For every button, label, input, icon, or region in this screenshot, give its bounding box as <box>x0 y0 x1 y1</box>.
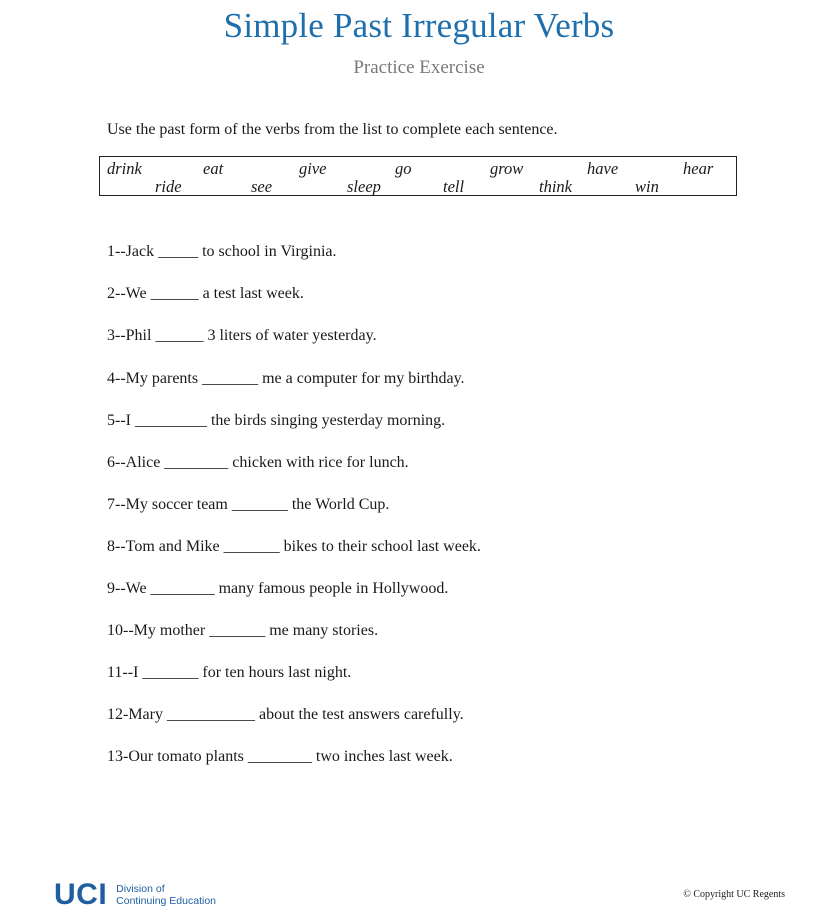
sentence-item: 5--I _________ the birds singing yesterday morning. <box>107 412 446 429</box>
instructions: Use the past form of the verbs from the list to complete each sentence. <box>107 121 558 138</box>
sentence-item: 13-Our tomato plants ________ two inches last week. <box>107 748 453 765</box>
sentence-item: 11--I _______ for ten hours last night. <box>107 664 352 681</box>
sentence-item: 7--My soccer team _______ the World Cup. <box>107 496 390 513</box>
verb-list-box <box>99 156 737 196</box>
verb-word: hear <box>683 159 714 178</box>
uci-logo <box>54 880 216 910</box>
verb-word: sleep <box>347 177 381 196</box>
page-subtitle: Practice Exercise <box>353 57 485 78</box>
division-label <box>116 883 216 907</box>
sentence-item: 2--We ______ a test last week. <box>107 285 304 302</box>
uci-logo-mark: UCI <box>54 878 108 911</box>
sentence-item: 8--Tom and Mike _______ bikes to their school last week. <box>107 538 481 555</box>
verb-word: have <box>587 159 619 178</box>
division-line-2: Continuing Education <box>116 895 216 907</box>
sentence-item: 9--We ________ many famous people in Hollywood. <box>107 580 449 597</box>
verb-word: win <box>635 177 659 196</box>
copyright-notice: © Copyright UC Regents <box>683 889 785 900</box>
verb-word: think <box>539 177 572 196</box>
sentence-item: 3--Phil ______ 3 liters of water yesterday. <box>107 327 377 344</box>
verb-word: go <box>395 159 412 178</box>
sentence-item: 4--My parents _______ me a computer for my birthday. <box>107 370 465 387</box>
verb-word: grow <box>490 159 524 178</box>
sentence-item: 12-Mary ___________ about the test answers carefully. <box>107 706 464 723</box>
verb-word: tell <box>443 177 465 196</box>
verb-word: see <box>251 177 273 196</box>
sentence-item: 6--Alice ________ chicken with rice for lunch. <box>107 454 409 471</box>
verb-word: ride <box>155 177 182 196</box>
verb-word: drink <box>107 159 142 178</box>
sentence-item: 1--Jack _____ to school in Virginia. <box>107 243 337 260</box>
page-title: Simple Past Irregular Verbs <box>223 6 615 45</box>
sentence-item: 10--My mother _______ me many stories. <box>107 622 379 639</box>
verb-word: eat <box>203 159 224 178</box>
verb-word: give <box>299 159 327 178</box>
division-line-1: Division of <box>116 883 165 895</box>
